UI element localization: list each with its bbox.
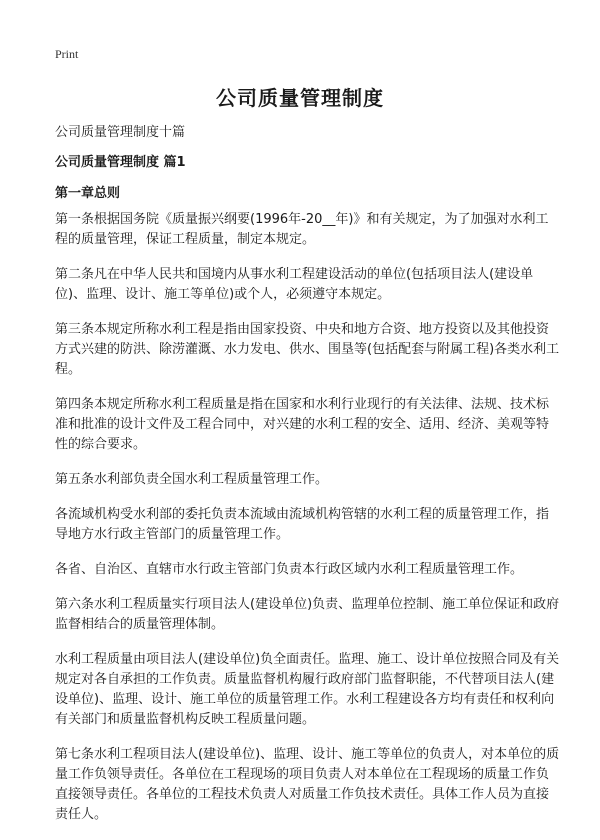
- paragraph: 第五条水利部负责全国水利工程质量管理工作。: [55, 472, 329, 487]
- print-label: Print: [55, 47, 79, 61]
- section-title: 公司质量管理制度 篇1: [55, 155, 186, 170]
- paragraph: 各省、自治区、直辖市水行政主管部门负责本行政区域内水利工程质量管理工作。: [55, 562, 524, 577]
- paragraph: 第四条本规定所称水利工程质量是指在国家和水利行业现行的有关法律、法规、技术标准和批准的设计文件及工程合同中，对兴建的水利工程的安全、适用、经济、美观等特性的综合要求。: [55, 397, 550, 452]
- document-subtitle: 公司质量管理制度十篇: [55, 125, 186, 140]
- paragraph: 第七条水利工程项目法人(建设单位)、监理、设计、施工等单位的负责人，对本单位的质量工作负领导责任。各单位在工程现场的项目负责人对本单位在工程现场的质量工作负直接领导责任。各单位的工程技术负责人对质量工作负技术责任。具体工作人员为直接责任人。: [55, 747, 560, 822]
- paragraph: 第三条本规定所称水利工程是指由国家投资、中央和地方合资、地方投资以及其他投资方式兴建的防洪、除涝灌溉、水力发电、供水、围垦等(包括配套与附属工程)各类水利工程。: [55, 322, 560, 377]
- document-body: [55, 210, 560, 840]
- chapter-title: 第一章总则: [55, 186, 121, 201]
- paragraph: 各流域机构受水利部的委托负责本流域由流域机构管辖的水利工程的质量管理工作，指导地方水行政主管部门的质量管理工作。: [55, 507, 550, 542]
- paragraph: 水利工程质量由项目法人(建设单位)负全面责任。监理、施工、设计单位按照合同及有关规定对各自承担的工作负责。质量监督机构履行政府部门监督职能，不代替项目法人(建设单位)、监理、设计、施工单位的质量管理工作。水利工程建设各方均有责任和权利向有关部门和质量监督机构反映工程质量问题。: [55, 652, 560, 727]
- paragraph: 第一条根据国务院《质量振兴纲要(1996年-20__年)》和有关规定，为了加强对水利工程的质量管理，保证工程质量，制定本规定。: [55, 212, 549, 247]
- document-title: 公司质量管理制度: [216, 86, 384, 110]
- paragraph: 第二条凡在中华人民共和国境内从事水利工程建设活动的单位(包括项目法人(建设单位)、监理、设计、施工等单位)或个人，必须遵守本规定。: [55, 267, 534, 302]
- paragraph: 第六条水利工程质量实行项目法人(建设单位)负责、监理单位控制、施工单位保证和政府监督相结合的质量管理体制。: [55, 597, 560, 632]
